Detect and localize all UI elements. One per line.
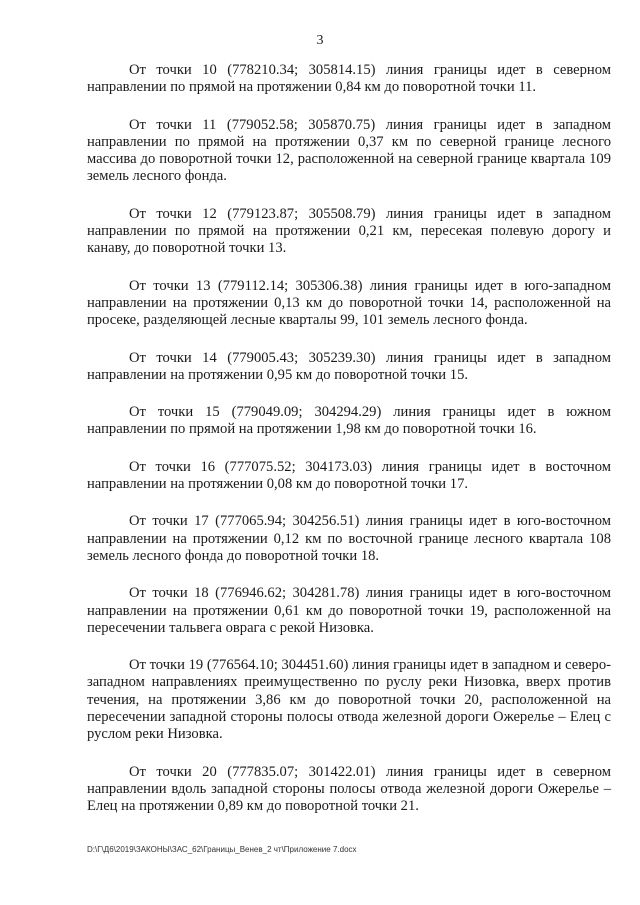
paragraph-point-13: От точки 13 (779112.14; 305306.38) линия границы идет в юго-западном направлении на протяжении 0,13 км до поворотной точки 14, расположенной на просеке, разделяющей лесные кварталы 99, 101 земель лесного фонда. bbox=[87, 277, 611, 329]
paragraph-point-10: От точки 10 (778210.34; 305814.15) линия границы идет в северном направлении по прямой на протяжении 0,84 км до поворотной точки 11. bbox=[87, 62, 611, 96]
paragraph-point-17: От точки 17 (777065.94; 304256.51) линия границы идет в юго-восточном направлении на протяжении 0,12 км по восточной границе лесного квартала 108 земель лесного фонда до поворотной точки 18. bbox=[87, 513, 611, 564]
paragraph-point-20: От точки 20 (777835.07; 301422.01) линия границы идет в северном направлении вдоль западной стороны полосы отвода железной дороги Ожерелье – Елец на протяжении 0,89 км до поворотной точки 21. bbox=[87, 763, 611, 815]
paragraph-point-15: От точки 15 (779049.09; 304294.29) линия границы идет в южном направлении по прямой на протяжении 1,98 км до поворотной точки 16. bbox=[87, 404, 611, 438]
paragraph-point-19: От точки 19 (776564.10; 304451.60) линия границы идет в западном и северо-западном направлениях преимущественно по руслу реки Низовка, вверх против течения, на протяжении 3,86 км до поворотной точки 20, расположенной на пересечении западной стороны полосы отвода железной дороги Ожерелье – Елец с руслом реки Низовка. bbox=[87, 657, 611, 743]
paragraph-point-16: От точки 16 (777075.52; 304173.03) линия границы идет в восточном направлении на протяжении 0,08 км до поворотной точки 17. bbox=[87, 458, 611, 493]
paragraph-point-14: От точки 14 (779005.43; 305239.30) линия границы идет в западном направлении на протяжении 0,95 км до поворотной точки 15. bbox=[87, 349, 611, 383]
paragraph-point-11: От точки 11 (779052.58; 305870.75) линия границы идет в западном направлении по прямой на протяжении 0,37 км по северной границе лесного массива до поворотной точки 12, расположенной на северной границе квартала 109 земель лесного фонда. bbox=[87, 116, 611, 185]
paragraph-point-12: От точки 12 (779123.87; 305508.79) линия границы идет в западном направлении по прямой на протяжении 0,21 км, пересекая полевую дорогу и канаву, до поворотной точки 13. bbox=[87, 205, 611, 257]
page-number: 3 bbox=[316, 33, 324, 48]
document-body bbox=[87, 62, 611, 836]
footer-file-path: D:\Г\Д6\2019\ЗАКОНЫ\ЗАС_62\Границы_Венев_2 чт\Приложение 7.docx bbox=[87, 845, 357, 854]
paragraph-point-18: От точки 18 (776946.62; 304281.78) линия границы идет в юго-восточном направлении на протяжении 0,61 км до поворотной точки 19, расположенной на пересечении тальвега оврага с рекой Низовка. bbox=[87, 585, 611, 636]
